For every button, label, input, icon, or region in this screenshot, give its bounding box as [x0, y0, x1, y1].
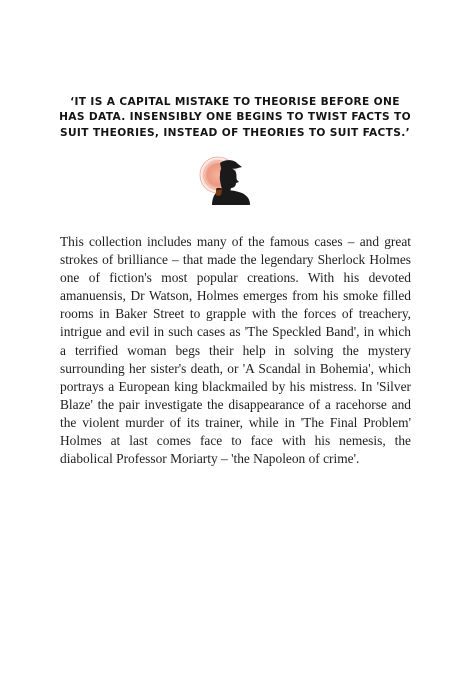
sherlock-holmes-icon	[198, 155, 254, 205]
book-description: This collection includes many of the famous cases – and great strokes of brilliance – that made the legendary Sherlock Holmes one of fiction's most popular creations. With his devoted amanuensis, Dr Watson, Holmes emerges from his smoke filled rooms in Baker Street to grapple with the forces of treachery, intrigue and evil in such cases as 'The Speckled Band', in which a terrified woman begs their help in solving the mystery surrounding her sister's death, or 'A Scandal in Bohemia', which portrays a European king blackmailed by his mistress. In 'Silver Blaze' the pair investigate the disappearance of a racehorse and the violent murder of its trainer, while in 'The Final Problem' Holmes at last comes face to face with his nemesis, the diabolical Professor Moriarty – 'the Napoleon of crime'.	[60, 234, 411, 467]
epigraph-quote: ‘IT IS A CAPITAL MISTAKE TO THEORISE BEFORE ONE HAS DATA. INSENSIBLY ONE BEGINS TO TWIST FACTS TO SUIT THEORIES, INSTEAD OF THEORIES TO SUIT FACTS.’	[59, 96, 411, 139]
